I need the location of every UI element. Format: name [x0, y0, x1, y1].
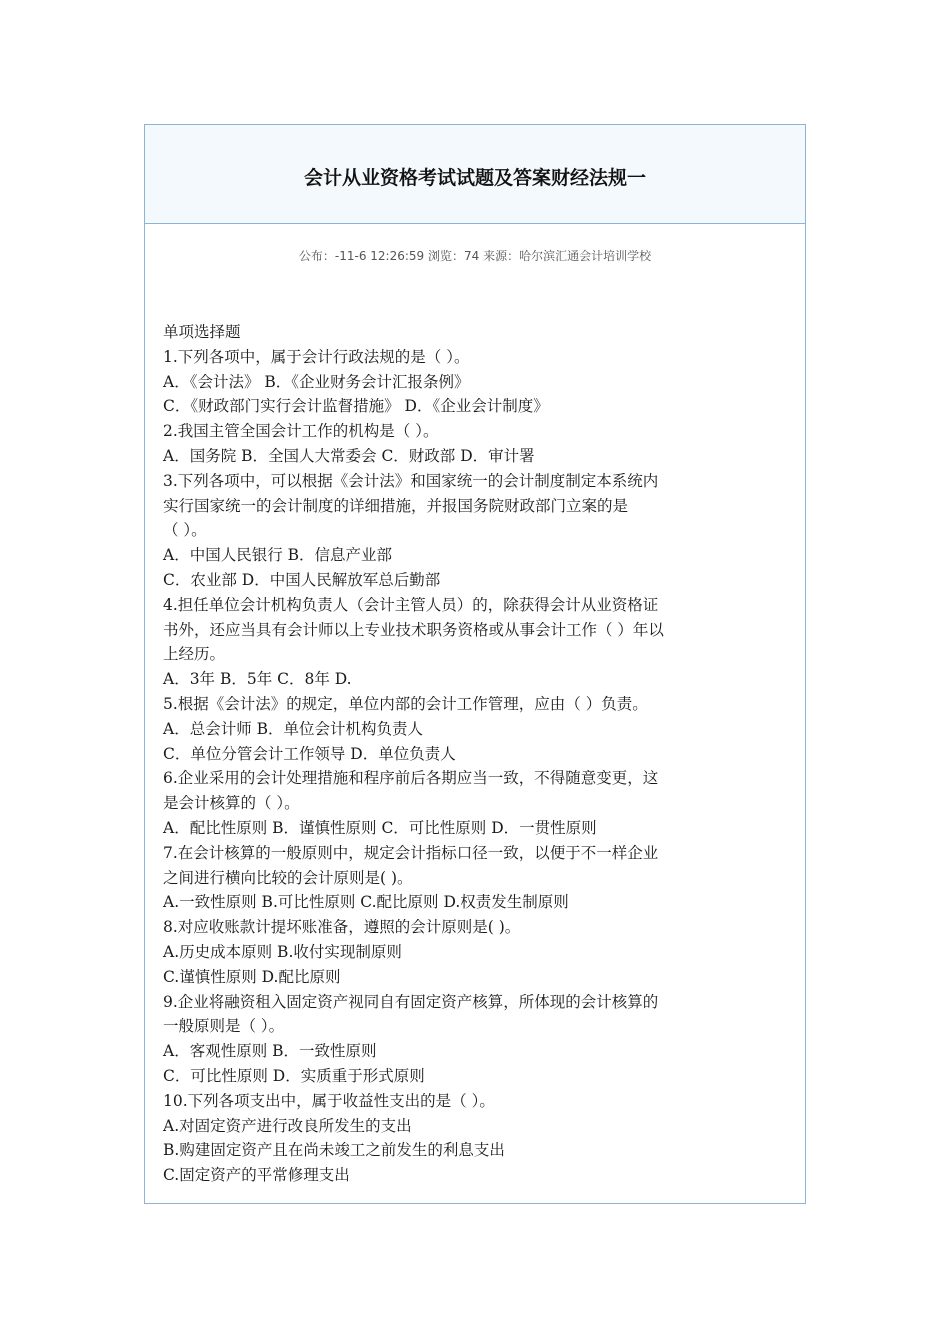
body-line: A．配比性原则 B．谨慎性原则 C．可比性原则 D．一贯性原则 [163, 818, 597, 837]
body-line: 单项选择题 [163, 323, 241, 341]
body-line: 之间进行横向比较的会计原则是( )。 [163, 868, 413, 887]
body-line: A.对固定资产进行改良所发生的支出 [163, 1116, 412, 1135]
body-line: C．《财政部门实行会计监督措施》 D．《企业会计制度》 [163, 397, 549, 416]
body-line: 10.下列各项支出中，属于收益性支出的是（ ）。 [163, 1091, 495, 1110]
body-line: C．单位分管会计工作领导 D．单位负责人 [163, 744, 456, 763]
body-line: 3.下列各项中，可以根据《会计法》和国家统一的会计制度制定本系统内 [163, 471, 659, 490]
body-line: B.购建固定资产且在尚未竣工之前发生的利息支出 [163, 1141, 505, 1160]
body-line: A.历史成本原则 B.收付实现制原则 [163, 942, 402, 961]
body-line: A．总会计师 B．单位会计机构负责人 [163, 719, 424, 738]
body-line: （ ）。 [163, 521, 207, 540]
body-line: C.谨慎性原则 D.配比原则 [163, 967, 341, 986]
body-line: 上经历。 [163, 645, 226, 664]
body-line: 2.我国主管全国会计工作的机构是（ ）。 [163, 422, 439, 441]
body-line: A．中国人民银行 B．信息产业部 [163, 546, 393, 565]
article-body [163, 320, 795, 1188]
body-line: C．农业部 D．中国人民解放军总后勤部 [163, 570, 441, 589]
body-line: 1.下列各项中，属于会计行政法规的是（ ）。 [163, 347, 470, 366]
body-line: C.固定资产的平常修理支出 [163, 1166, 350, 1185]
body-line: 是会计核算的（ ）。 [163, 794, 300, 813]
body-line: C．可比性原则 D．实质重于形式原则 [163, 1066, 425, 1085]
body-line: 7.在会计核算的一般原则中，规定会计指标口径一致，以便于不一样企业 [163, 843, 659, 862]
body-line: 一般原则是（ ）。 [163, 1017, 285, 1036]
body-line: 书外，还应当具有会计师以上专业技术职务资格或从事会计工作（ ）年以 [163, 620, 664, 639]
body-line: A．《会计法》 B．《企业财务会计汇报条例》 [163, 372, 470, 391]
body-line: 9.企业将融资租入固定资产视同自有固定资产核算，所体现的会计核算的 [163, 992, 659, 1011]
body-line: A.一致性原则 B.可比性原则 C.配比原则 D.权责发生制原则 [163, 893, 569, 912]
article-frame [144, 124, 806, 1204]
body-line: 8.对应收账款计提坏账准备，遵照的会计原则是( )。 [163, 918, 521, 937]
body-line: A．3年 B．5年 C．8年 D. [163, 670, 352, 689]
title-cell [145, 125, 805, 224]
body-line: 6.企业采用的会计处理措施和程序前后各期应当一致，不得随意变更，这 [163, 769, 659, 788]
body-line: A．国务院 B．全国人大常委会 C．财政部 D．审计署 [163, 446, 535, 465]
body-line: 实行国家统一的会计制度的详细措施，并报国务院财政部门立案的是 [163, 496, 629, 515]
body-line: 4.担任单位会计机构负责人（会计主管人员）的，除获得会计从业资格证 [163, 595, 659, 614]
body-line: 5.根据《会计法》的规定，单位内部的会计工作管理，应由（ ）负责。 [163, 694, 648, 713]
body-line: A．客观性原则 B．一致性原则 [163, 1042, 377, 1061]
article-meta: 公布：-11-6 12:26:59 浏览：74 来源：哈尔滨汇通会计培训学校 [298, 249, 652, 263]
article-title: 会计从业资格考试试题及答案财经法规一 [303, 166, 646, 189]
